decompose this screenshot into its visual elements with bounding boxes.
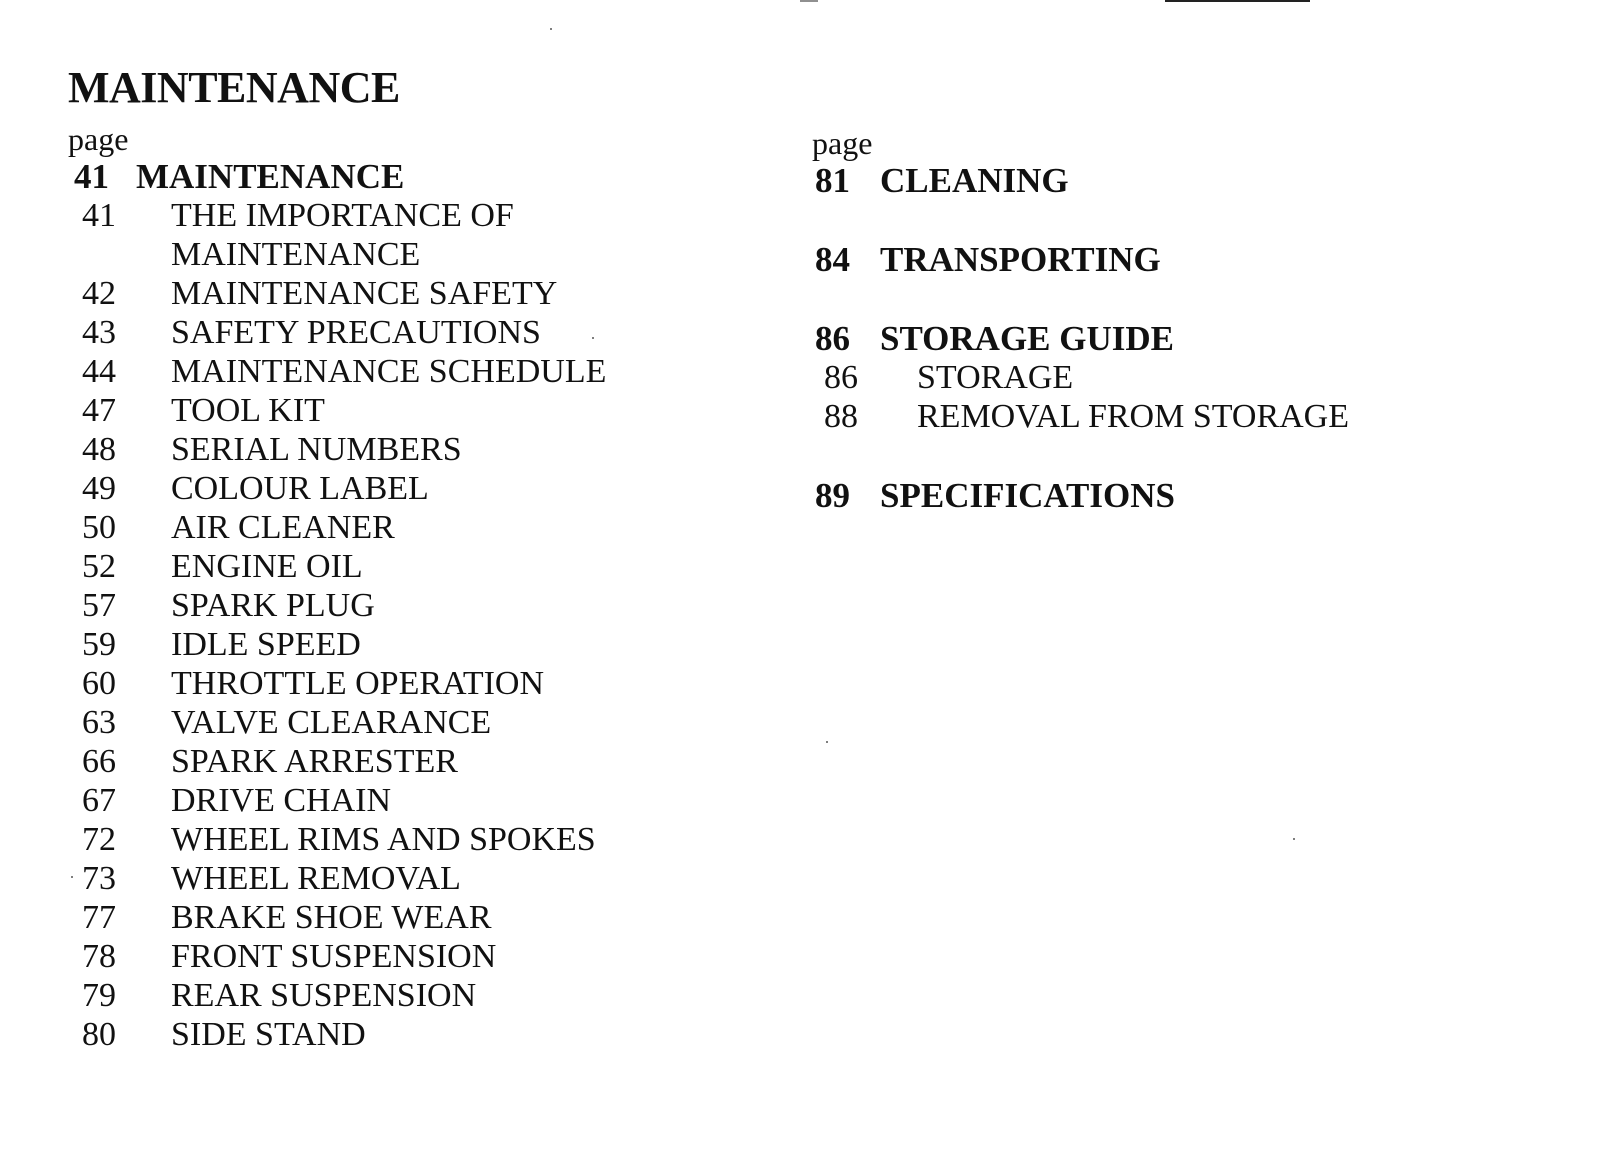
entry-page-number: 52 bbox=[82, 548, 116, 585]
entry-title: SERIAL NUMBERS bbox=[171, 431, 462, 468]
entry-page-number: 48 bbox=[82, 431, 116, 468]
scan-artifact bbox=[1165, 0, 1310, 2]
entry-title: COLOUR LABEL bbox=[171, 470, 429, 507]
entry-title: WHEEL REMOVAL bbox=[171, 860, 461, 897]
entry-page-number: 57 bbox=[82, 587, 116, 624]
toc-entry-list bbox=[68, 196, 606, 1054]
entry-page-number: 44 bbox=[82, 353, 116, 390]
scan-speck bbox=[826, 741, 828, 743]
toc-section-heading bbox=[812, 161, 1349, 200]
toc-section-heading bbox=[812, 476, 1349, 515]
entry-page-number: 47 bbox=[82, 392, 116, 429]
entry-page-number: 73 bbox=[82, 860, 116, 897]
entry-page-number: 88 bbox=[824, 398, 858, 435]
section-title: CLEANING bbox=[880, 161, 1069, 200]
entry-title: MAINTENANCE SAFETY bbox=[171, 275, 558, 312]
section-page-number: 81 bbox=[815, 161, 850, 200]
page-column-label: page bbox=[68, 121, 129, 157]
entry-page-number: 43 bbox=[82, 314, 116, 351]
section-page-number: 86 bbox=[815, 319, 850, 358]
entry-title: REAR SUSPENSION bbox=[171, 977, 477, 1014]
entry-title: ENGINE OIL bbox=[171, 548, 363, 585]
entry-title: AIR CLEANER bbox=[171, 509, 395, 546]
entry-title: STORAGE bbox=[917, 359, 1074, 396]
entry-page-number: 60 bbox=[82, 665, 116, 702]
entry-page-number: 79 bbox=[82, 977, 116, 1014]
scan-artifact bbox=[800, 0, 818, 2]
entry-title: BRAKE SHOE WEAR bbox=[171, 899, 492, 936]
entry-title: TOOL KIT bbox=[171, 392, 325, 429]
toc-entry bbox=[68, 352, 606, 391]
entry-title: IDLE SPEED bbox=[171, 626, 361, 663]
entry-page-number: 77 bbox=[82, 899, 116, 936]
section-title: SPECIFICATIONS bbox=[880, 476, 1175, 515]
toc-entry bbox=[68, 547, 606, 586]
toc-entry bbox=[68, 1015, 606, 1054]
entry-title: VALVE CLEARANCE bbox=[171, 704, 492, 741]
section-page-number: 41 bbox=[74, 157, 109, 196]
scan-speck bbox=[550, 28, 552, 30]
entry-title: MAINTENANCE SCHEDULE bbox=[171, 353, 607, 390]
toc-section-heading bbox=[68, 157, 606, 196]
toc-entry bbox=[68, 391, 606, 430]
toc-entry bbox=[68, 742, 606, 781]
entry-page-number: 59 bbox=[82, 626, 116, 663]
toc-entry bbox=[68, 430, 606, 469]
toc-left-column bbox=[68, 121, 606, 1054]
entry-page-number: 86 bbox=[824, 359, 858, 396]
entry-title: SPARK PLUG bbox=[171, 587, 375, 624]
toc-entry bbox=[68, 976, 606, 1015]
toc-entry bbox=[68, 508, 606, 547]
entry-title: SAFETY PRECAUTIONS bbox=[171, 314, 541, 351]
section-title: TRANSPORTING bbox=[880, 240, 1161, 279]
toc-entry bbox=[68, 274, 606, 313]
page-column-label: page bbox=[812, 125, 873, 161]
toc-section-heading bbox=[812, 240, 1349, 279]
toc-right-column bbox=[812, 125, 1349, 515]
section-title: STORAGE GUIDE bbox=[880, 319, 1175, 358]
toc-section-heading bbox=[812, 319, 1349, 358]
toc-entry bbox=[68, 196, 606, 274]
entry-title: SPARK ARRESTER bbox=[171, 743, 458, 780]
entry-page-number: 50 bbox=[82, 509, 116, 546]
toc-entry bbox=[68, 469, 606, 508]
toc-entry bbox=[68, 937, 606, 976]
toc-section-list bbox=[812, 161, 1349, 515]
entry-title: REMOVAL FROM STORAGE bbox=[917, 398, 1350, 435]
section-gap bbox=[812, 436, 1349, 476]
toc-entry bbox=[68, 859, 606, 898]
toc-entry bbox=[812, 358, 1349, 397]
toc-entry bbox=[68, 898, 606, 937]
entry-title: THROTTLE OPERATION bbox=[171, 665, 545, 702]
toc-entry bbox=[68, 664, 606, 703]
entry-title: FRONT SUSPENSION bbox=[171, 938, 497, 975]
entry-page-number: 78 bbox=[82, 938, 116, 975]
section-page-number: 89 bbox=[815, 476, 850, 515]
toc-entry bbox=[68, 820, 606, 859]
entry-page-number: 41 bbox=[82, 197, 116, 234]
section-title: MAINTENANCE bbox=[136, 157, 405, 196]
toc-entry bbox=[68, 781, 606, 820]
toc-entry bbox=[68, 703, 606, 742]
entry-page-number: 80 bbox=[82, 1016, 116, 1053]
section-gap bbox=[812, 200, 1349, 240]
entry-page-number: 72 bbox=[82, 821, 116, 858]
toc-entry bbox=[812, 397, 1349, 436]
toc-entry bbox=[68, 313, 606, 352]
entry-page-number: 66 bbox=[82, 743, 116, 780]
toc-entry bbox=[68, 625, 606, 664]
page-title: MAINTENANCE bbox=[68, 63, 400, 112]
section-gap bbox=[812, 279, 1349, 319]
entry-title: SIDE STAND bbox=[171, 1016, 366, 1053]
scan-speck bbox=[1293, 838, 1295, 840]
entry-page-number: 49 bbox=[82, 470, 116, 507]
section-page-number: 84 bbox=[815, 240, 850, 279]
entry-page-number: 63 bbox=[82, 704, 116, 741]
entry-title: DRIVE CHAIN bbox=[171, 782, 392, 819]
toc-entry bbox=[68, 586, 606, 625]
entry-page-number: 67 bbox=[82, 782, 116, 819]
entry-page-number: 42 bbox=[82, 275, 116, 312]
entry-title: WHEEL RIMS AND SPOKES bbox=[171, 821, 596, 858]
entry-title: THE IMPORTANCE OF MAINTENANCE bbox=[171, 197, 514, 273]
